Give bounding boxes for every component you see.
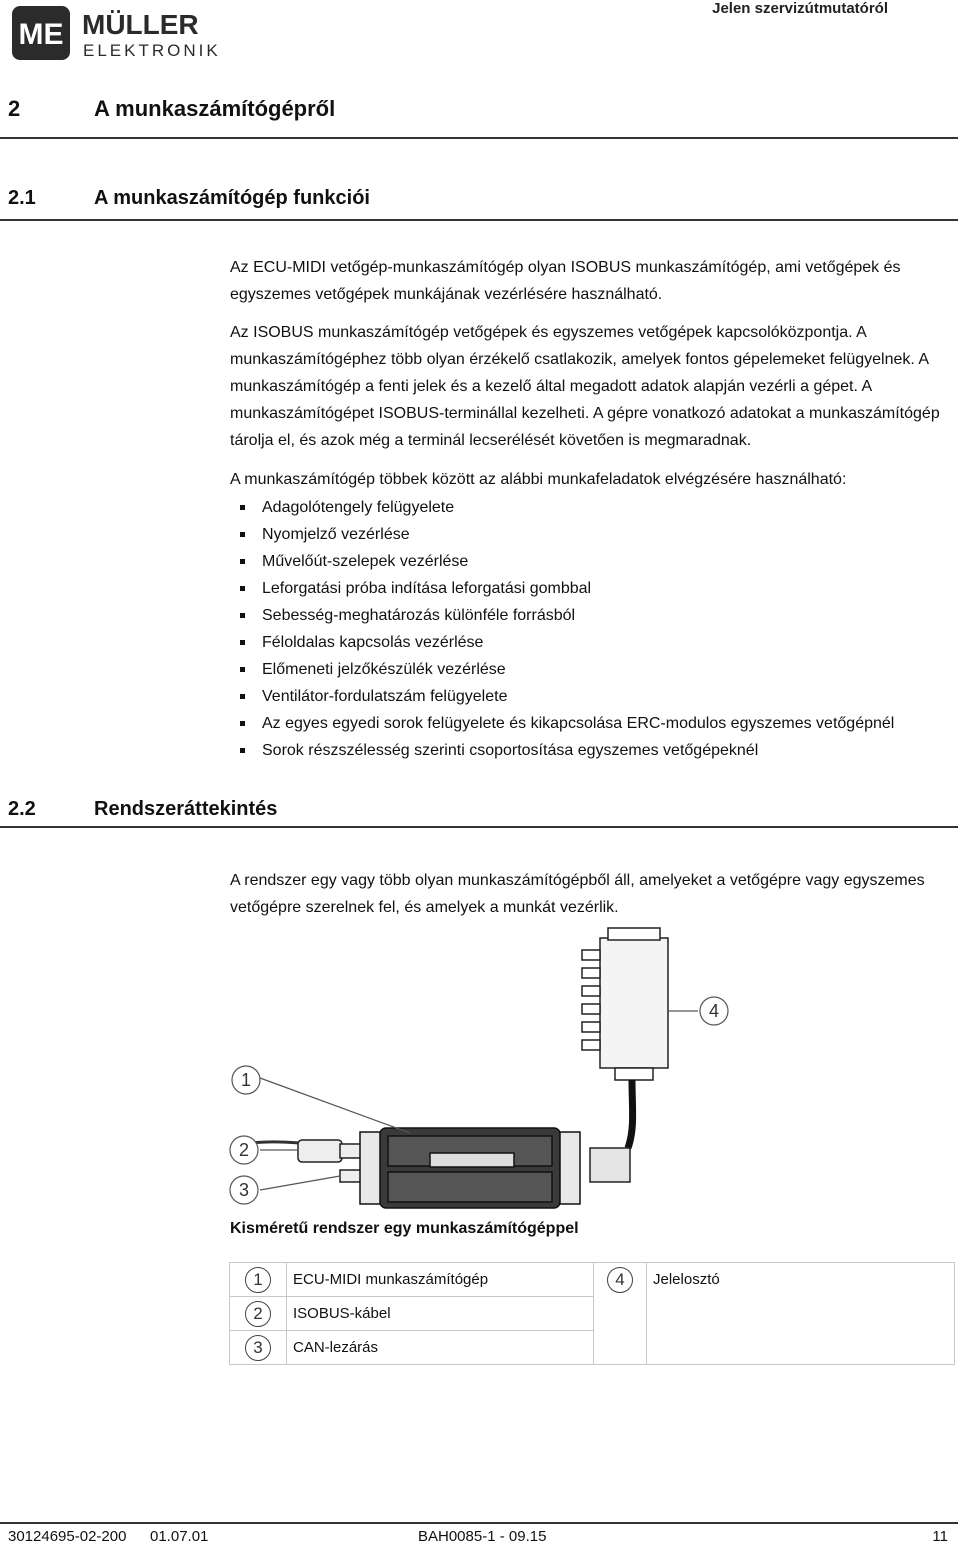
table-row: [230, 1263, 955, 1297]
section-number: 2: [8, 96, 21, 121]
section-number: 2.1: [8, 187, 36, 209]
isobus-connector: [298, 1140, 342, 1162]
section-title: Rendszeráttekintés: [94, 798, 278, 820]
paragraph-text: A munkaszámítógép többek között az alábbi munkafeladatok elvégzésére használható:: [230, 471, 847, 488]
callout-number: 1: [240, 1070, 252, 1090]
header-chapter-title: Jelen szervizútmutatóról: [712, 0, 888, 17]
system-overview-diagram: [190, 918, 750, 1218]
callout-number: 2: [238, 1140, 250, 1160]
muller-elektronik-logo: [12, 6, 227, 60]
section-title: A munkaszámítógépről: [94, 96, 336, 121]
legend-number: 4: [607, 1267, 633, 1293]
list-item: Féloldalas kapcsolás vezérlése: [236, 629, 956, 656]
section-heading-2: [8, 96, 335, 122]
footer-code: BAH0085-1 - 09.15: [418, 1528, 547, 1545]
paragraph: [230, 319, 954, 454]
legend-number: 2: [245, 1301, 271, 1327]
footer-doc-number: 30124695-02-200: [8, 1528, 127, 1545]
page-number: 11: [932, 1528, 948, 1545]
list-item: Sebesség-meghatározás különféle forrásból: [236, 602, 956, 629]
logo-subtitle: ELEKTRONIK: [83, 41, 221, 60]
legend-label: ISOBUS-kábel: [287, 1297, 594, 1331]
legend-num-cell: [230, 1331, 287, 1365]
legend-num-cell: [230, 1297, 287, 1331]
legend-label: ECU-MIDI munkaszámítógép: [287, 1263, 594, 1297]
paragraph: [230, 867, 954, 921]
distributor-cable: [628, 1080, 633, 1148]
signal-distributor: [582, 928, 668, 1080]
legend-label: CAN-lezárás: [287, 1331, 594, 1365]
list-item: Adagolótengely felügyelete: [236, 494, 956, 521]
legend-number: 1: [245, 1267, 271, 1293]
paragraph-text: Az ECU-MIDI vetőgép-munkaszámítógép olyan ISOBUS munkaszámítógép, ami vetőgépek és egyszemes vetőgépek munkájának vezérlésére használható.: [230, 259, 901, 303]
list-item: Leforgatási próba indítása leforgatási gombbal: [236, 575, 956, 602]
section-heading-2-1: [8, 187, 370, 210]
logo-name: MÜLLER: [82, 9, 199, 40]
paragraph: [230, 254, 954, 308]
figure-legend-table: [229, 1262, 955, 1365]
ecu-midi-unit: [360, 1128, 580, 1208]
logo-mark: ME: [18, 18, 64, 51]
section-number: 2.2: [8, 798, 36, 820]
heading-divider: [0, 137, 958, 139]
footer-divider: [0, 1522, 958, 1524]
callout-number: 3: [238, 1180, 250, 1200]
heading-divider: [0, 826, 958, 828]
section-title: A munkaszámítógép funkciói: [94, 187, 370, 209]
callout-number: 4: [708, 1001, 720, 1021]
list-item: Az egyes egyedi sorok felügyelete és kikapcsolása ERC-modulos egyszemes vetőgépnél: [236, 710, 956, 737]
distributor-plug: [590, 1148, 630, 1182]
legend-num-cell: [230, 1263, 287, 1297]
paragraph-text: A rendszer egy vagy több olyan munkaszámítógépből áll, amelyeket a vetőgépre vagy egyszemes vetőgépre szerelnek fel, és amelyek a munkát vezérlik.: [230, 872, 925, 916]
legend-label: Jelelosztó: [647, 1263, 955, 1365]
figure-caption: Kisméretű rendszer egy munkaszámítógéppel: [230, 1220, 579, 1237]
heading-divider: [0, 219, 958, 221]
list-item: Nyomjelző vezérlése: [236, 521, 956, 548]
legend-num-cell: [594, 1263, 647, 1365]
section-heading-2-2: [8, 798, 277, 821]
function-list: [236, 494, 956, 764]
list-item: Sorok részszélesség szerinti csoportosítása egyszemes vetőgépeknél: [236, 737, 956, 764]
legend-number: 3: [245, 1335, 271, 1361]
paragraph: [230, 466, 954, 493]
list-item: Ventilátor-fordulatszám felügyelete: [236, 683, 956, 710]
callout-1: [232, 1066, 410, 1133]
list-item: Művelőút-szelepek vezérlése: [236, 548, 956, 575]
footer-version: 01.07.01: [150, 1528, 209, 1545]
paragraph-text: Az ISOBUS munkaszámítógép vetőgépek és egyszemes vetőgépek kapcsolóközpontja. A munkaszámítógéphez több olyan érzékelő csatlakozik, amelyek fontos gépelemeket felügyelnek. A munkaszámítógép a fenti jelek és a kezelő által megadott adatok alapján vezérli a gépet. A munkaszámítógépet ISOBUS-terminállal kezelheti. A gépre vonatkozó adatokat a munkaszámítógép tárolja el, és azok még a terminál lecserélését követően is megmaradnak.: [230, 324, 940, 449]
list-item: Előmeneti jelzőkészülék vezérlése: [236, 656, 956, 683]
